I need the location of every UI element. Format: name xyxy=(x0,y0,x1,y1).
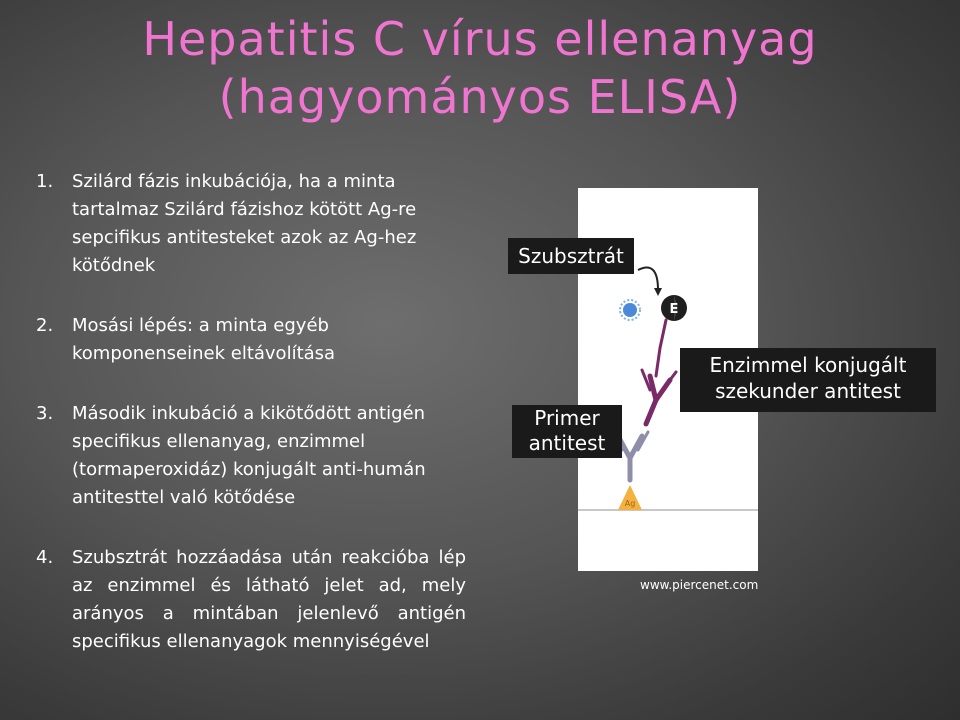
step-number: 2. xyxy=(36,315,54,336)
title-line-2: (hagyományos ELISA) xyxy=(218,70,742,124)
image-credit: www.piercenet.com xyxy=(640,578,759,592)
primary-antibody-label xyxy=(512,405,622,458)
substrate-label xyxy=(508,238,634,274)
step-text: Szubsztrát hozzáadása után reakcióba lép az enzimmel és látható jelet ad, mely arányos a mintában jelenlevő antigén specifikus ellenanyagok mennyiségével xyxy=(72,547,466,652)
step-text: Mosási lépés: a minta egyéb komponenseinek eltávolítása xyxy=(72,315,336,364)
list-item xyxy=(36,312,466,368)
slide-title xyxy=(0,10,960,126)
secondary-label-line-2: szekunder antitest xyxy=(715,379,901,403)
secondary-antibody-icon xyxy=(642,320,676,424)
secondary-antibody-label xyxy=(680,348,936,412)
svg-text:Ag: Ag xyxy=(624,499,636,508)
arrowhead-icon xyxy=(654,288,662,296)
list-item xyxy=(36,544,466,656)
list-item xyxy=(36,400,466,512)
antigen-icon xyxy=(618,485,642,510)
enzyme-icon xyxy=(661,295,687,321)
primary-label-line-2: antitest xyxy=(528,431,606,455)
step-number: 3. xyxy=(36,403,54,424)
secondary-label-line-1: Enzimmel konjugált xyxy=(709,353,907,377)
reaction-arrow xyxy=(638,268,658,291)
step-text: Második inkubáció a kikötődött antigén specifikus ellenanyag, enzimmel (tormaperoxidáz) konjugált anti-humán antitesttel való kötődése xyxy=(72,403,426,508)
title-line-1: Hepatitis C vírus ellenanyag xyxy=(142,12,818,66)
primary-label-line-1: Primer xyxy=(534,406,600,430)
substrate-molecule-icon xyxy=(620,300,640,320)
svg-text:E: E xyxy=(669,302,679,317)
substrate-label-text: Szubsztrát xyxy=(518,244,624,268)
step-number: 1. xyxy=(36,171,54,192)
step-number: 4. xyxy=(36,547,54,568)
step-text: Szilárd fázis inkubációja, ha a minta tartalmaz Szilárd fázishoz kötött Ag-re sepcifikus antitesteket azok az Ag-hez kötődnek xyxy=(72,171,417,276)
list-item xyxy=(36,168,466,280)
